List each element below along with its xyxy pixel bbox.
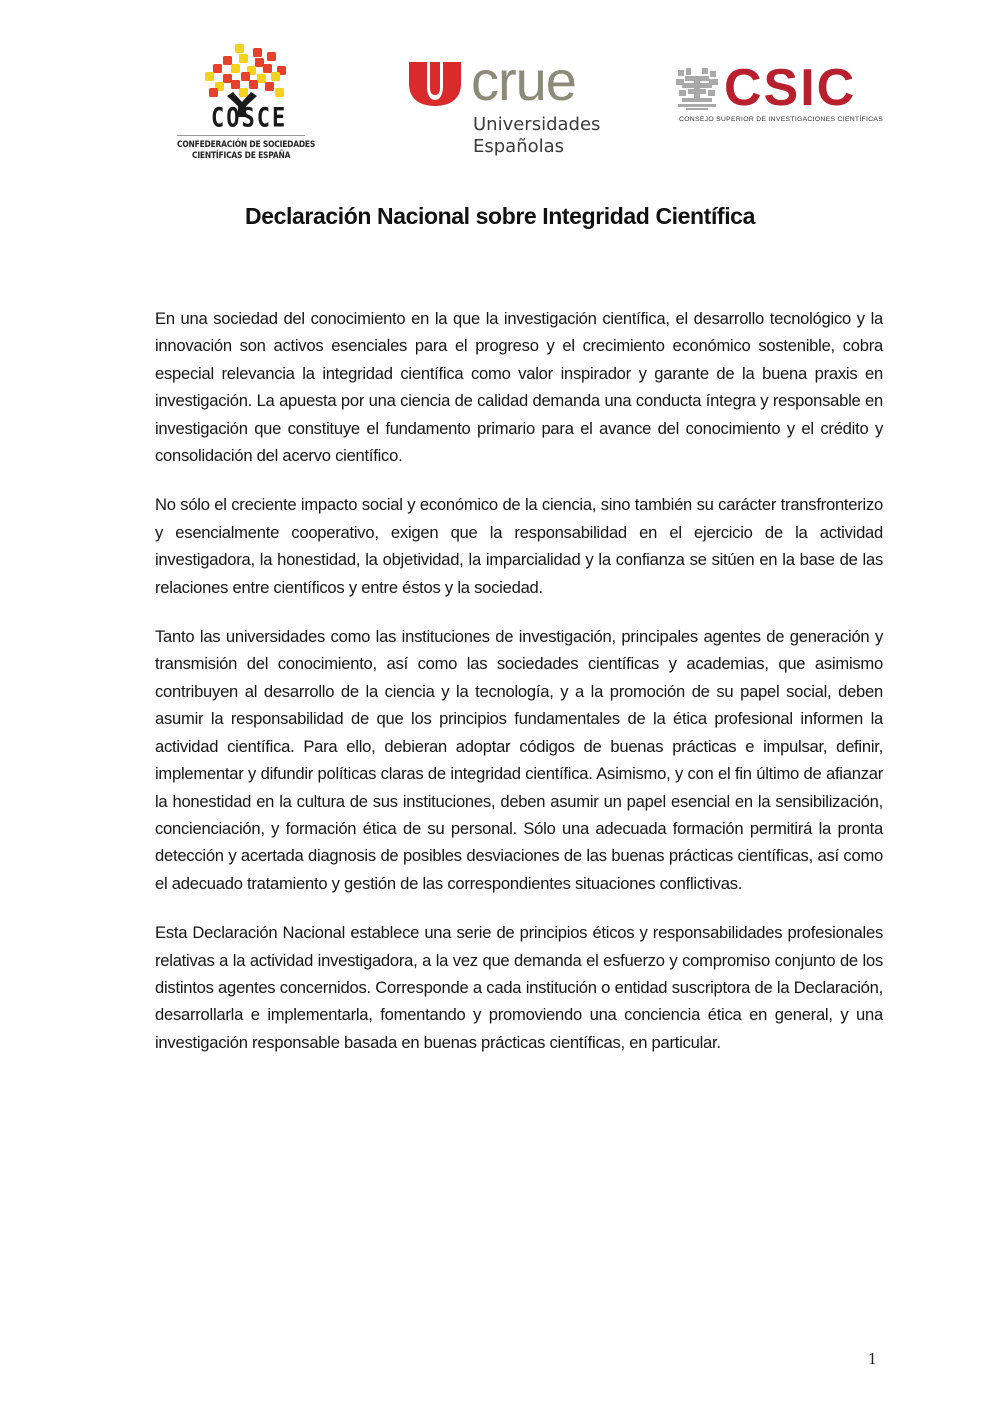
csic-logo — [676, 59, 906, 128]
page-number: 1 — [868, 1349, 877, 1368]
cosce-subtitle-line2: CIENTÍFICAS DE ESPAÑA — [192, 150, 291, 160]
cosce-leaf-square — [235, 44, 244, 53]
cosce-leaf-square — [205, 72, 214, 81]
cosce-wordmark: COSCE — [211, 103, 288, 134]
cosce-leaf-square — [249, 80, 258, 89]
cosce-leaf-square — [275, 88, 284, 97]
cosce-leaf-square — [257, 74, 266, 83]
cosce-leaf-square — [255, 58, 264, 67]
cosce-leaf-square — [213, 64, 222, 73]
cosce-leaf-square — [223, 56, 232, 65]
cosce-leaf-square — [239, 88, 248, 97]
cosce-leaf-square — [239, 54, 248, 63]
cosce-leaf-square — [267, 52, 276, 61]
csic-wordmark: CSIC — [724, 59, 857, 117]
cosce-leaf-square — [265, 82, 274, 91]
csic-subtitle: CONSEJO SUPERIOR DE INVESTIGACIONES CIENTÍFICAS — [679, 116, 884, 123]
cosce-leaf-square — [231, 80, 240, 89]
paragraph-3: Tanto las universidades como las instituciones de investigación, principales agentes de generación y transmisión del conocimiento, así como las sociedades científicas y academias, que asimismo contribuyen al desarrollo de la ciencia y la tecnología, y a la promoción de su papel social, deben asumir la responsabilidad de que los principios fundamentales de la ética profesional informen la actividad científica. Para ello, debieran adoptar códigos de buenas prácticas e impulsar, definir, implementar y difundir políticas claras de integridad científica. Asimismo, y con el fin último de afianzar la honestidad en la cultura de sus instituciones, deben asumir un papel esencial en la sensibilización, concienciación, y formación ética de su personal. Sólo una adecuada formación permitirá la pronta detección y acertada diagnosis de posibles desviaciones de las buenas prácticas científicas, así como el adecuado tratamiento y gestión de las correspondientes situaciones conflictivas. — [155, 627, 883, 893]
cosce-logo — [175, 42, 316, 167]
cosce-leaf-square — [271, 72, 280, 81]
cosce-leaf-square — [223, 74, 232, 83]
paragraph-4: Esta Declaración Nacional establece una serie de principios éticos y responsabilidades profesionales relativas a la actividad investigadora, a la vez que demanda el esfuerzo y compromiso conjunto de los distintos agentes concernidos. Corresponde a cada institución o entidad suscriptora de la Declaración, desarrollarla e implementarla, fomentando y promoviendo una conciencia ética en general, y una investigación responsable basada en buenas prácticas científicas, en particular. — [155, 923, 883, 1052]
document-body — [155, 305, 883, 1078]
cosce-leaf-square — [231, 64, 240, 73]
document-title: Declaración Nacional sobre Integridad Científica — [245, 203, 755, 229]
crue-subtitle-line1: Universidades — [473, 114, 601, 135]
crue-wordmark: crue — [471, 49, 576, 112]
cosce-divider — [177, 135, 305, 136]
paragraph-2: No sólo el creciente impacto social y económico de la ciencia, sino también su carácter transfronterizo y esencialmente cooperativo, exigen que la responsabilidad en el ejercicio de la actividad investigadora, la honestidad, la objetividad, la imparcialidad y la confianza se sitúen en la base de las relaciones entre científicos y entre éstos y la sociedad. — [155, 495, 883, 597]
crue-subtitle-line2: Españolas — [473, 136, 565, 157]
cosce-leaf-square — [263, 64, 272, 73]
cosce-leaf-square — [241, 72, 250, 81]
cosce-leaf-square — [253, 48, 262, 57]
paragraph-1: En una sociedad del conocimiento en la que la investigación científica, el desarrollo tecnológico y la innovación son activos esenciales para el progreso y el crecimiento económico sostenible, cobra especial relevancia la integridad científica como valor inspirador y garante de la buena praxis en investigación. La apuesta por una ciencia de calidad demanda una conducta íntegra y responsable en investigación que constituye el fundamento primario para el avance del conocimiento y el crédito y consolidación del acervo científico. — [155, 309, 883, 466]
csic-tree-emblem-icon — [676, 68, 718, 112]
crue-u-mark-icon — [409, 62, 461, 106]
cosce-subtitle-line1: CONFEDERACIÓN DE SOCIEDADES — [177, 139, 316, 149]
cosce-leaf-square — [209, 88, 218, 97]
crue-logo — [405, 49, 615, 170]
